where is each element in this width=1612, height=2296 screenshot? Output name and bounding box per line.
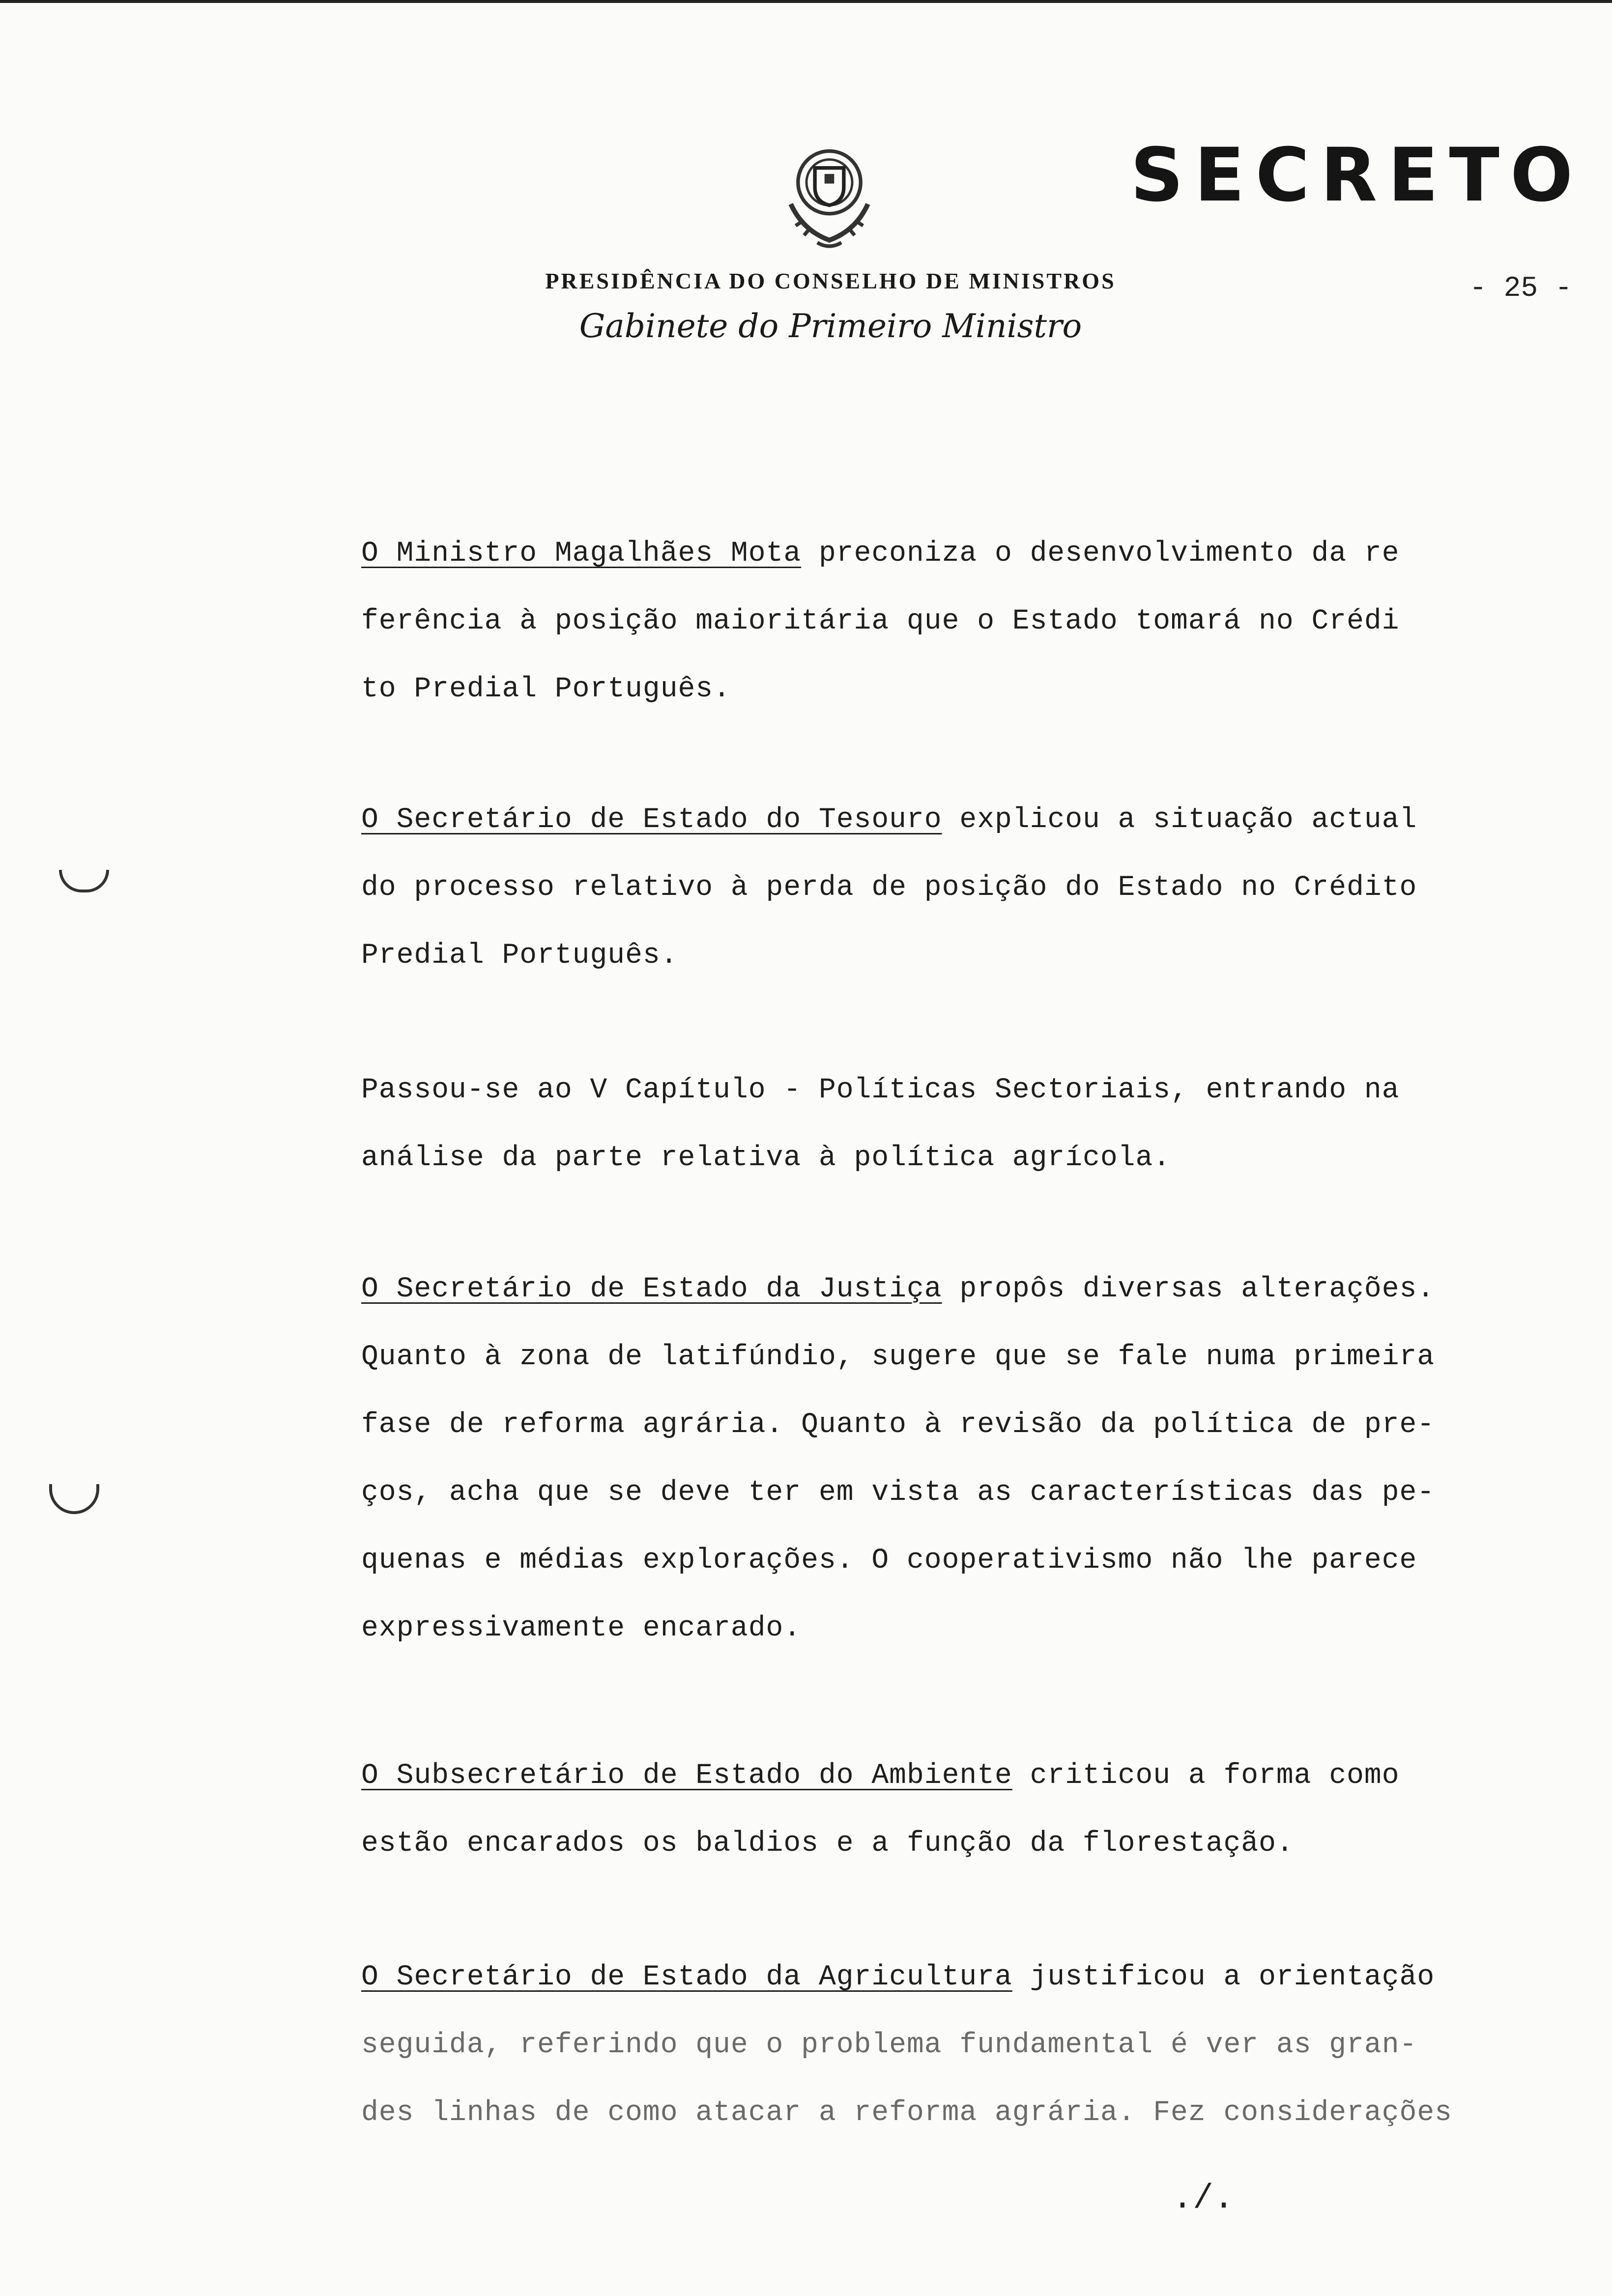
paragraph-line: fase de reforma agrária. Quanto à revisão da política de pre- — [361, 1409, 1435, 1441]
page-number: - 25 - — [1469, 273, 1572, 305]
speaker-name: O Secretário de Estado do Tesouro — [361, 804, 942, 836]
paragraph-line: O Secretário de Estado da Agricultura justificou a orientação — [361, 1961, 1435, 1993]
paragraph-ambiente — [361, 1742, 1492, 1878]
paragraph-line: seguida, referindo que o problema fundamental é ver as gran- — [361, 2029, 1417, 2061]
punch-hole-mark — [49, 1484, 99, 1514]
paragraph-line: des linhas de como atacar a reforma agrária. Fez considerações — [361, 2097, 1452, 2129]
paragraph-capitulo-v — [361, 1057, 1492, 1192]
top-edge-rule — [0, 0, 1612, 3]
paragraph-tesouro — [361, 786, 1492, 990]
paragraph-line: Passou-se ao V Capítulo - Políticas Sectoriais, entrando na — [361, 1074, 1400, 1106]
paragraph-line: Predial Português. — [361, 940, 678, 972]
paragraph-line: to Predial Português. — [361, 673, 731, 705]
paragraph-line: O Subsecretário de Estado do Ambiente criticou a forma como — [361, 1760, 1400, 1792]
paragraph-line: O Secretário de Estado do Tesouro explicou a situação actual — [361, 804, 1417, 836]
paragraph-line: O Ministro Magalhães Mota preconiza o desenvolvimento da re — [361, 538, 1400, 570]
paragraph-line: ferência à posição maioritária que o Estado tomará no Crédi — [361, 605, 1400, 637]
classification-stamp: SECRETO — [1130, 133, 1584, 218]
punch-hole-mark — [59, 870, 109, 892]
cabinet-subheading: Gabinete do Primeiro Ministro — [579, 307, 1082, 345]
paragraph-line: Quanto à zona de latifúndio, sugere que se fale numa primeira — [361, 1341, 1435, 1373]
paragraph-line: ços, acha que se deve ter em vista as características das pe- — [361, 1477, 1435, 1509]
speaker-name: O Subsecretário de Estado do Ambiente — [361, 1760, 1012, 1792]
paragraph-magalhaes-mota — [361, 520, 1492, 723]
paragraph-line: estão encarados os baldios e a função da florestação. — [361, 1828, 1294, 1860]
paragraph-line: quenas e médias explorações. O cooperativismo não lhe parece — [361, 1545, 1417, 1577]
paragraph-line: expressivamente encarado. — [361, 1612, 802, 1644]
speaker-name: O Secretário de Estado da Justiça — [361, 1273, 942, 1305]
paragraph-line: análise da parte relativa à política agrícola. — [361, 1142, 1171, 1174]
paragraph-justica — [361, 1256, 1492, 1663]
coat-of-arms-seal — [769, 137, 890, 257]
speaker-name: O Secretário de Estado da Agricultura — [361, 1961, 1012, 1993]
paragraph-agricultura — [361, 1944, 1492, 2147]
office-heading: PRESIDÊNCIA DO CONSELHO DE MINISTROS — [545, 268, 1116, 293]
paragraph-line: do processo relativo à perda de posição do Estado no Crédito — [361, 872, 1417, 904]
speaker-name: O Ministro Magalhães Mota — [361, 538, 802, 570]
continuation-mark: ./. — [1172, 2180, 1235, 2218]
paragraph-line: O Secretário de Estado da Justiça propôs diversas alterações. — [361, 1273, 1435, 1305]
